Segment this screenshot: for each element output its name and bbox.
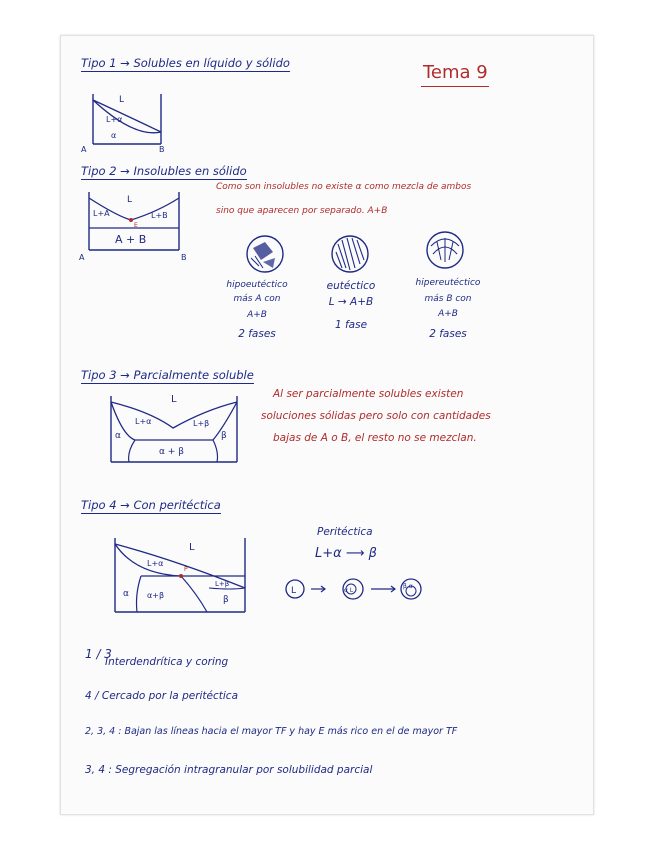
tipo1-label-A: A [81, 145, 87, 154]
hipereutectico-title: hipereutéctico [415, 278, 481, 288]
hipereutectico-line2: A+B [438, 309, 458, 319]
hipoeutectico-title: hipoeutéctico [226, 280, 288, 290]
tipo3-label-L: L [171, 394, 177, 405]
peritectica-title: Peritéctica [317, 526, 373, 538]
tipo4-label-L-alpha: L+α [147, 559, 164, 568]
tipo2-label-L: L [127, 195, 133, 205]
tipo3-label-alpha-beta: α + β [159, 447, 184, 457]
tipo4-label-P: P [184, 566, 188, 573]
eutectico-line1: L → A+B [328, 296, 374, 308]
tipo2-label-L-B: L+B [151, 211, 168, 220]
notebook-page [60, 35, 594, 815]
tipo4-diagram [105, 530, 255, 620]
eutectico-microstructure-icon [328, 232, 372, 276]
tipo3-note-line1: Al ser parcialmente solubles existen [273, 388, 464, 400]
eutectico-line2: 1 fase [334, 319, 368, 331]
tipo1-label-alpha: α [111, 131, 117, 140]
peritectica-reaction: L+α ⟶ β [315, 546, 377, 561]
hipoeutectico-microstructure-icon [243, 232, 287, 276]
tipo2-diagram [79, 186, 199, 264]
summary-line1-nums: 1 / 3 [85, 647, 112, 661]
hipoeutectico-line2: A+B [247, 310, 267, 320]
tipo3-note-line3: bajas de A o B, el resto no se mezclan. [273, 432, 477, 444]
tipo4-label-alpha: α [123, 589, 129, 599]
tipo4-heading: Tipo 4 → Con peritéctica [81, 498, 221, 512]
seq-circle-beta-alpha: β α [403, 583, 413, 590]
tipo2-label-L-A: L+A [93, 209, 110, 218]
tipo4-label-L: L [189, 542, 195, 553]
tipo3-note-line2: soluciones sólidas pero solo con cantidades [261, 410, 491, 422]
tipo1-label-B: B [159, 145, 165, 154]
tipo1-diagram [79, 88, 199, 154]
tipo3-label-alpha: α [115, 431, 121, 441]
tipo2-heading: Tipo 2 → Insolubles en sólido [81, 164, 247, 178]
tipo3-label-beta: β [221, 431, 227, 441]
tipo2-label-E: E [134, 222, 138, 229]
tipo1-label-L-alpha: L+α [106, 115, 123, 124]
summary-line2: 4 / Cercado por la peritéctica [85, 690, 239, 702]
hipereutectico-microstructure-icon [423, 228, 467, 272]
tipo2-note-line2: sino que aparecen por separado. A+B [216, 206, 388, 216]
tipo2-label-B: B [181, 253, 187, 262]
seq-circle-alpha-L: α L [344, 587, 354, 594]
tipo3-label-L-alpha: L+α [135, 417, 152, 426]
eutectico-title: eutéctico [326, 280, 376, 292]
tipo2-note-line1: Como son insolubles no existe α como mezcla de ambos [216, 182, 472, 192]
tipo3-diagram [101, 388, 251, 474]
tipo1-label-L: L [119, 95, 125, 105]
summary-line4: 3, 4 : Segregación intragranular por solubilidad parcial [85, 764, 373, 776]
hipereutectico-line1: más B con [424, 294, 472, 304]
peritectica-sequence [283, 576, 433, 602]
page-title: Tema 9 [423, 62, 488, 83]
tipo3-label-L-beta: L+β [193, 419, 210, 428]
summary-line3: 2, 3, 4 : Bajan las líneas hacia el mayor TF y hay E más rico en el de mayor TF [85, 726, 458, 737]
hipoeutectico-line1: más A con [233, 294, 281, 304]
hipoeutectico-line3: 2 fases [238, 328, 276, 340]
seq-circle-L: L [291, 586, 297, 596]
summary-line1-text: Interdendrítica y coring [105, 656, 229, 668]
hipereutectico-line3: 2 fases [429, 328, 467, 340]
tipo4-label-L-beta: L+β [215, 580, 230, 588]
title-underline [421, 86, 489, 87]
tipo2-label-A: A [79, 253, 85, 262]
tipo1-heading: Tipo 1 → Solubles en líquido y sólido [81, 56, 290, 70]
tipo3-heading: Tipo 3 → Parcialmente soluble [81, 368, 254, 382]
tipo4-label-alpha-beta: α+β [147, 591, 165, 600]
tipo2-label-A-B: A + B [115, 233, 147, 246]
tipo4-label-beta: β [223, 595, 229, 605]
